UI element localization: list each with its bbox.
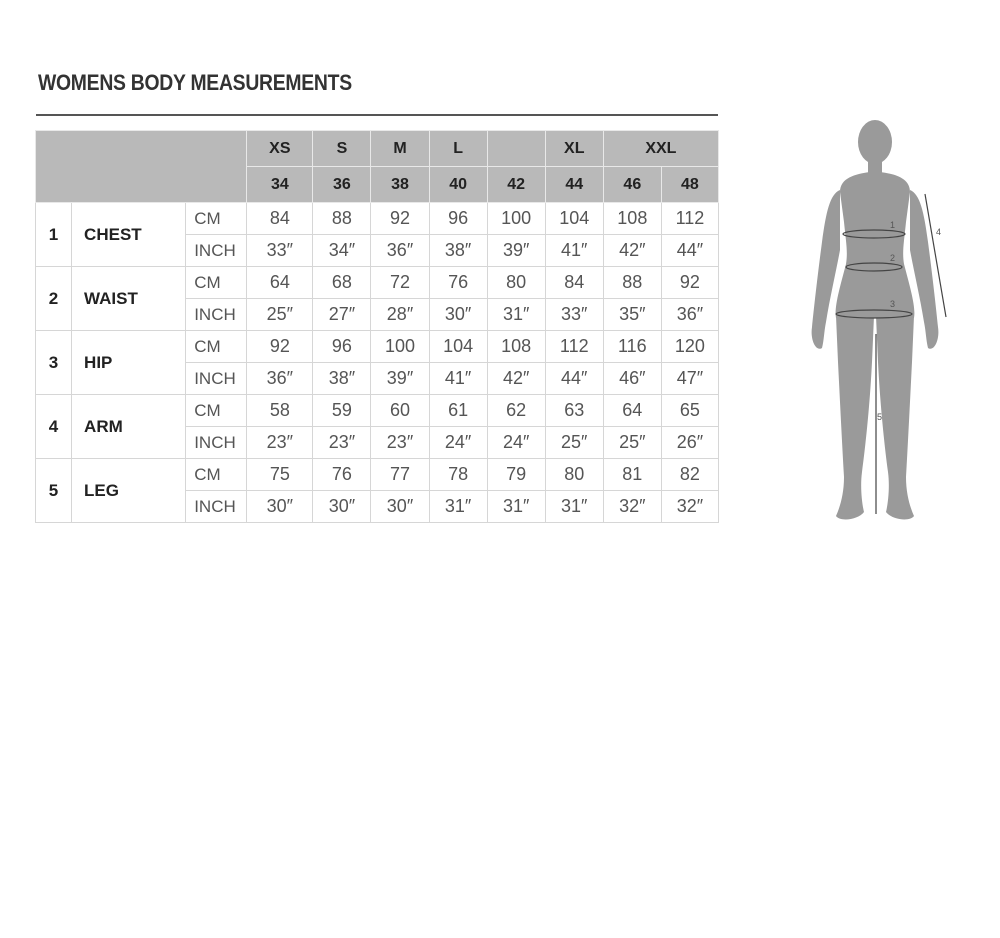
unit-inch-label: INCH	[186, 491, 247, 523]
inch-value: 38″	[429, 235, 487, 267]
inch-value: 23″	[313, 427, 371, 459]
inch-value: 33″	[545, 299, 603, 331]
inch-value: 24″	[429, 427, 487, 459]
cm-value: 88	[313, 203, 371, 235]
size-number: 42	[487, 167, 545, 203]
body-figure-illustration	[800, 112, 960, 532]
cm-value: 77	[371, 459, 429, 491]
cm-value: 75	[247, 459, 313, 491]
header-corner	[36, 131, 247, 203]
size-number: 46	[603, 167, 661, 203]
unit-inch-label: INCH	[186, 235, 247, 267]
inch-value: 39″	[487, 235, 545, 267]
cm-value: 108	[603, 203, 661, 235]
figure-label-5: 5	[877, 412, 883, 422]
inch-value: 30″	[371, 491, 429, 523]
inch-value: 25″	[545, 427, 603, 459]
cm-value: 92	[247, 331, 313, 363]
measurement-name: WAIST	[72, 267, 186, 331]
inch-value: 23″	[247, 427, 313, 459]
inch-value: 34″	[313, 235, 371, 267]
cm-value: 78	[429, 459, 487, 491]
size-label: L	[429, 131, 487, 167]
cm-value: 61	[429, 395, 487, 427]
cm-value: 80	[545, 459, 603, 491]
size-number: 36	[313, 167, 371, 203]
cm-value: 88	[603, 267, 661, 299]
cm-value: 108	[487, 331, 545, 363]
cm-value: 84	[545, 267, 603, 299]
inch-value: 23″	[371, 427, 429, 459]
cm-value: 80	[487, 267, 545, 299]
inch-value: 41″	[545, 235, 603, 267]
size-number: 48	[661, 167, 718, 203]
unit-inch-label: INCH	[186, 427, 247, 459]
inch-value: 25″	[247, 299, 313, 331]
unit-cm-label: CM	[186, 459, 247, 491]
unit-inch-label: INCH	[186, 299, 247, 331]
inch-value: 31″	[487, 299, 545, 331]
size-label	[487, 131, 545, 167]
cm-value: 72	[371, 267, 429, 299]
inch-value: 42″	[603, 235, 661, 267]
inch-value: 46″	[603, 363, 661, 395]
size-label: XXL	[603, 131, 718, 167]
cm-value: 96	[313, 331, 371, 363]
cm-value: 120	[661, 331, 718, 363]
size-number: 34	[247, 167, 313, 203]
figure-label-3: 3	[890, 299, 896, 309]
measurement-name: HIP	[72, 331, 186, 395]
cm-value: 112	[661, 203, 718, 235]
unit-cm-label: CM	[186, 203, 247, 235]
size-number: 40	[429, 167, 487, 203]
size-number: 44	[545, 167, 603, 203]
cm-value: 62	[487, 395, 545, 427]
unit-cm-label: CM	[186, 331, 247, 363]
body-silhouette	[812, 120, 942, 519]
inch-value: 32″	[603, 491, 661, 523]
measurement-row-cm	[36, 395, 719, 427]
title-divider	[36, 114, 718, 116]
cm-value: 64	[247, 267, 313, 299]
inch-value: 32″	[661, 491, 718, 523]
inch-value: 33″	[247, 235, 313, 267]
cm-value: 116	[603, 331, 661, 363]
measurement-number: 1	[36, 203, 72, 267]
inch-value: 31″	[545, 491, 603, 523]
cm-value: 76	[429, 267, 487, 299]
measurement-row-cm	[36, 331, 719, 363]
page-title: WOMENS BODY MEASUREMENTS	[38, 70, 352, 95]
cm-value: 76	[313, 459, 371, 491]
cm-value: 92	[661, 267, 718, 299]
figure-label-2: 2	[890, 253, 896, 263]
cm-value: 112	[545, 331, 603, 363]
inch-value: 28″	[371, 299, 429, 331]
inch-value: 44″	[545, 363, 603, 395]
inch-value: 36″	[661, 299, 718, 331]
inch-value: 24″	[487, 427, 545, 459]
inch-value: 30″	[247, 491, 313, 523]
cm-value: 92	[371, 203, 429, 235]
cm-value: 68	[313, 267, 371, 299]
inch-value: 38″	[313, 363, 371, 395]
measurement-row-cm	[36, 459, 719, 491]
measurement-number: 3	[36, 331, 72, 395]
inch-value: 31″	[487, 491, 545, 523]
measurement-name: LEG	[72, 459, 186, 523]
cm-value: 104	[545, 203, 603, 235]
measurement-name: ARM	[72, 395, 186, 459]
size-number: 38	[371, 167, 429, 203]
measurement-number: 2	[36, 267, 72, 331]
inch-value: 36″	[247, 363, 313, 395]
inch-value: 27″	[313, 299, 371, 331]
cm-value: 65	[661, 395, 718, 427]
inch-value: 42″	[487, 363, 545, 395]
inch-value: 35″	[603, 299, 661, 331]
figure-label-4: 4	[936, 227, 942, 237]
cm-value: 100	[371, 331, 429, 363]
cm-value: 59	[313, 395, 371, 427]
size-letter-row	[36, 131, 719, 167]
inch-value: 36″	[371, 235, 429, 267]
inch-value: 47″	[661, 363, 718, 395]
measurement-number: 5	[36, 459, 72, 523]
cm-value: 60	[371, 395, 429, 427]
measurement-row-cm	[36, 203, 719, 235]
cm-value: 64	[603, 395, 661, 427]
cm-value: 82	[661, 459, 718, 491]
inch-value: 25″	[603, 427, 661, 459]
size-label: S	[313, 131, 371, 167]
unit-cm-label: CM	[186, 267, 247, 299]
measurement-name: CHEST	[72, 203, 186, 267]
inch-value: 31″	[429, 491, 487, 523]
cm-value: 84	[247, 203, 313, 235]
measurement-number: 4	[36, 395, 72, 459]
size-label: XS	[247, 131, 313, 167]
cm-value: 100	[487, 203, 545, 235]
measurement-row-cm	[36, 267, 719, 299]
inch-value: 41″	[429, 363, 487, 395]
size-chart-table	[35, 130, 719, 523]
size-label: XL	[545, 131, 603, 167]
cm-value: 79	[487, 459, 545, 491]
size-label: M	[371, 131, 429, 167]
cm-value: 58	[247, 395, 313, 427]
figure-label-1: 1	[890, 220, 896, 230]
unit-cm-label: CM	[186, 395, 247, 427]
inch-value: 39″	[371, 363, 429, 395]
cm-value: 81	[603, 459, 661, 491]
inch-value: 30″	[429, 299, 487, 331]
inch-value: 26″	[661, 427, 718, 459]
cm-value: 104	[429, 331, 487, 363]
unit-inch-label: INCH	[186, 363, 247, 395]
cm-value: 63	[545, 395, 603, 427]
cm-value: 96	[429, 203, 487, 235]
inch-value: 30″	[313, 491, 371, 523]
inch-value: 44″	[661, 235, 718, 267]
